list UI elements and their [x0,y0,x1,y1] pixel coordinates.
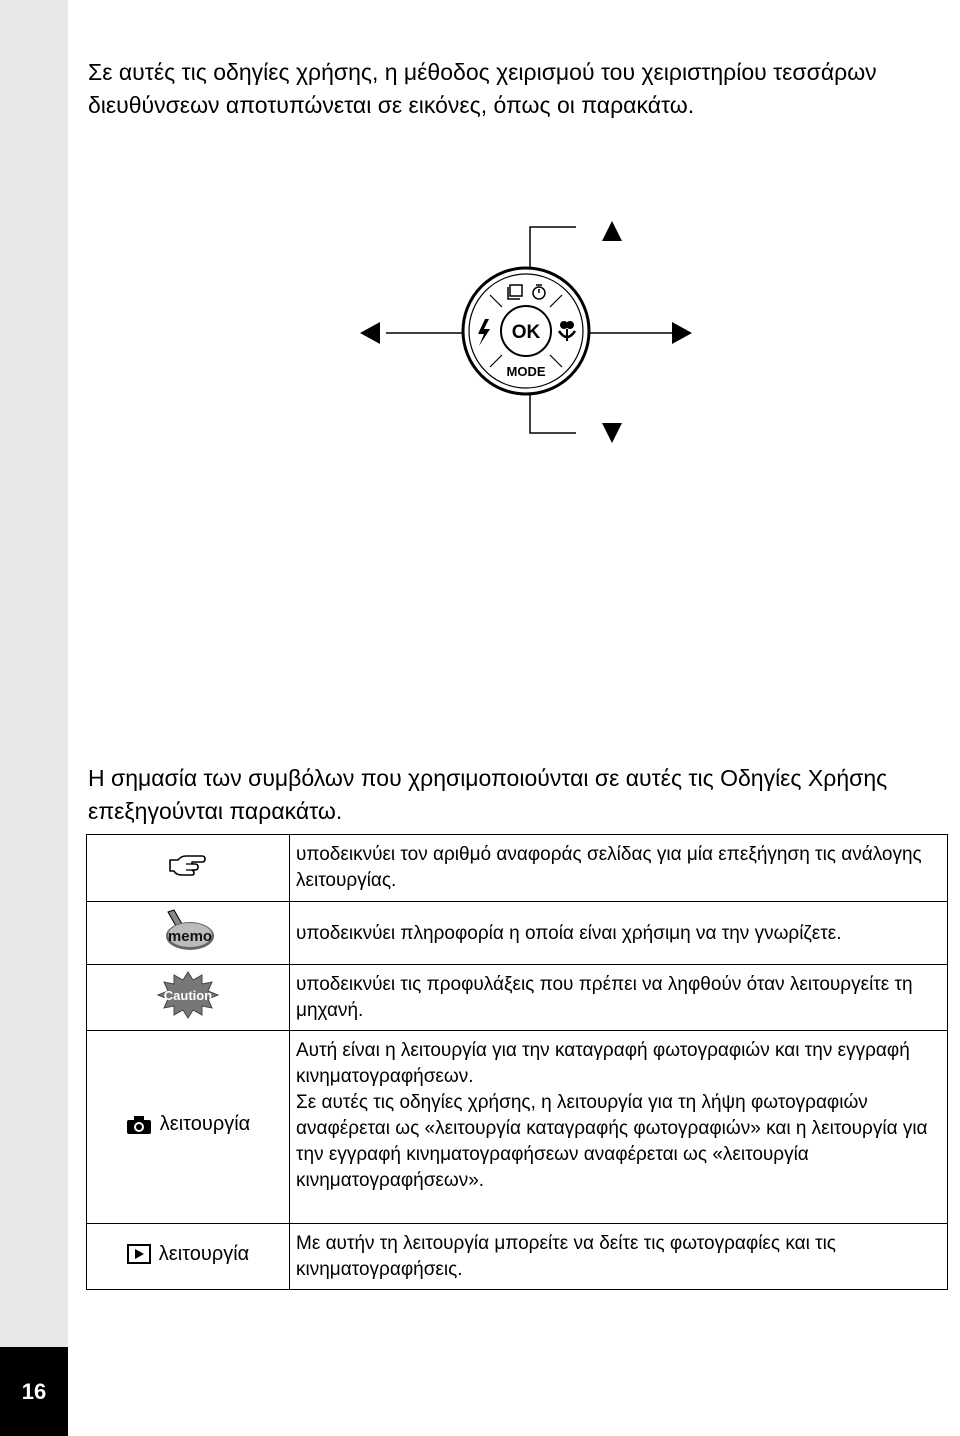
legend-symbol-cell [87,1031,290,1224]
caution-icon-text: Caution [163,987,213,1003]
mode-label: MODE [506,364,546,379]
page-number: 16 [0,1347,68,1436]
legend-row-caution [87,965,948,1031]
memo-icon-text: memo [167,928,213,945]
camera-icon [126,1115,152,1135]
playback-mode-label: λειτουργία [158,1242,250,1265]
legend-desc-cell [290,1224,948,1290]
side-bar [0,0,68,1436]
playback-desc: Με αυτήν τη λειτουργία μπορείτε να δείτε τις φωτογραφίες και τις κινηματογραφήσεις. [296,1233,836,1280]
memo-icon [160,908,216,952]
legend-desc-cell [290,1031,948,1224]
legend-desc-cell [290,835,948,902]
up-arrow-icon [602,221,622,241]
playback-icon [127,1244,151,1264]
symbol-legend-table [86,834,948,1290]
legend-symbol-cell [87,965,290,1031]
legend-row-memo [87,902,948,965]
four-way-controller-diagram [350,215,710,455]
legend-desc-cell [290,902,948,965]
legend-symbol-cell [87,835,290,902]
legend-row-playback-mode [87,1224,948,1290]
caution-desc: υποδεικνύει τις προφυλάξεις που πρέπει να ληφθούν όταν λειτουργείτε τη μηχανή. [296,974,913,1021]
caution-icon [156,970,220,1020]
right-arrow-icon [672,322,692,344]
capture-desc-1: Αυτή είναι η λειτουργία για την καταγραφή φωτογραφιών και την εγγραφή κινηματογραφήσεων. [296,1040,910,1087]
pointing-hand-icon [168,852,208,878]
legend-intro: Η σημασία των συμβόλων που χρησιμοποιούνται σε αυτές τις Οδηγίες Χρήσης επεξηγούνται παρακάτω. [88,765,888,824]
legend-desc-cell [290,965,948,1031]
down-arrow-icon [602,423,622,443]
intro-text: Σε αυτές τις οδηγίες χρήσης, η μέθοδος χειρισμού του χειριστηρίου τεσσάρων διευθύνσεων αποτυπώνεται σε εικόνες, όπως οι παρακάτω. [88,59,877,118]
memo-desc: υποδεικνύει πληροφορία η οποία είναι χρήσιμη να την γνωρίζετε. [296,922,842,944]
capture-desc-2: Σε αυτές τις οδηγίες χρήσης, η λειτουργία για τη λήψη φωτογραφιών αναφέρεται ως «λειτουργία καταγραφής φωτογραφιών» και η λειτουργία για την εγγραφή κινηματογραφήσεων αναφέρεται ως «λειτουργία κινηματογραφήσεων». [296,1092,928,1191]
capture-mode-label: λειτουργία [159,1113,251,1136]
left-arrow-icon [360,322,380,344]
legend-symbol-cell [87,902,290,965]
legend-row-capture-mode [87,1031,948,1224]
legend-symbol-cell [87,1224,290,1290]
legend-row-reference [87,835,948,902]
reference-desc: υποδεικνύει τον αριθμό αναφοράς σελίδας για μία επεξήγηση τις ανάλογης λειτουργίας. [296,844,922,891]
ok-label: OK [511,322,541,343]
